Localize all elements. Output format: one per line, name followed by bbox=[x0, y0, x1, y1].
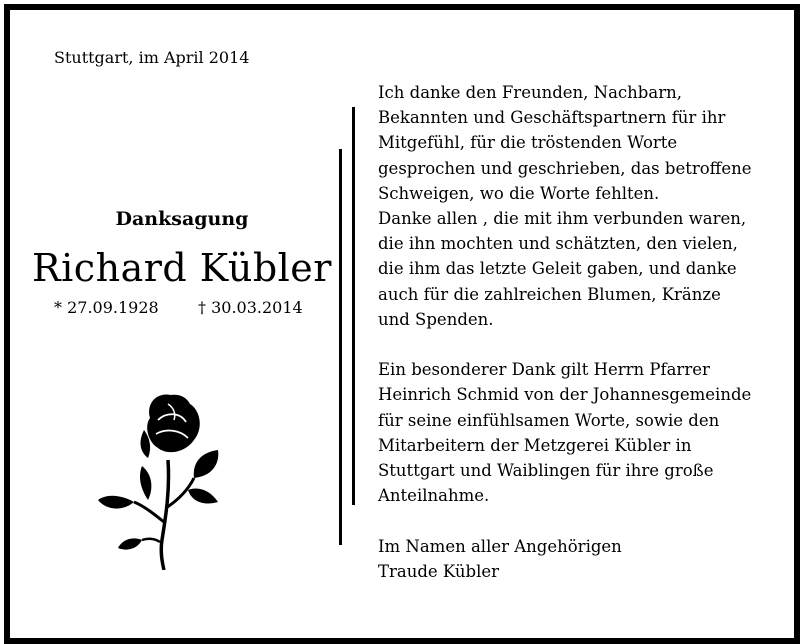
special-thanks-line: Heinrich Schmid von der Johannesgemeinde bbox=[378, 385, 752, 405]
special-thanks-line: Anteilnahme. bbox=[378, 486, 490, 506]
thanks-line: gesprochen und geschrieben, das betroffene bbox=[378, 158, 752, 178]
death-date: † 30.03.2014 bbox=[198, 298, 303, 317]
special-thanks-line: Ein besonderer Dank gilt Herrn Pfarrer bbox=[378, 360, 710, 380]
thanks-line: Danke allen , die mit ihm verbunden waren, bbox=[378, 209, 747, 229]
divider-line-short bbox=[339, 149, 342, 545]
thanks-line: auch für die zahlreichen Blumen, Kränze bbox=[378, 284, 721, 304]
notice-heading: Danksagung bbox=[115, 208, 249, 230]
thanks-line: Mitgefühl, für die tröstenden Worte bbox=[378, 133, 678, 153]
thanks-line: Bekannten und Geschäftspartnern für ihr bbox=[378, 108, 726, 128]
thanks-line: und Spenden. bbox=[378, 309, 494, 329]
place-date: Stuttgart, im April 2014 bbox=[54, 48, 250, 67]
rose-icon bbox=[96, 390, 236, 570]
thanks-text bbox=[378, 80, 788, 584]
divider-line-long bbox=[352, 107, 355, 505]
signature-name: Traude Kübler bbox=[378, 561, 500, 581]
thanks-line: Schweigen, wo die Worte fehlten. bbox=[378, 183, 660, 203]
birth-date: * 27.09.1928 bbox=[54, 298, 159, 317]
notice-frame bbox=[4, 4, 800, 644]
thanks-line: die ihn mochten und schätzten, den vielen, bbox=[378, 234, 738, 254]
special-thanks-line: Mitarbeitern der Metzgerei Kübler in bbox=[378, 435, 692, 455]
signature-line: Im Namen aller Angehörigen bbox=[378, 536, 622, 556]
special-thanks-line: Stuttgart und Waiblingen für ihre große bbox=[378, 461, 714, 481]
thanks-line: die ihm das letzte Geleit gaben, und danke bbox=[378, 259, 737, 279]
deceased-name: Richard Kübler bbox=[32, 246, 332, 290]
special-thanks-line: für seine einfühlsamen Worte, sowie den bbox=[378, 410, 720, 430]
thanks-line: Ich danke den Freunden, Nachbarn, bbox=[378, 83, 682, 102]
